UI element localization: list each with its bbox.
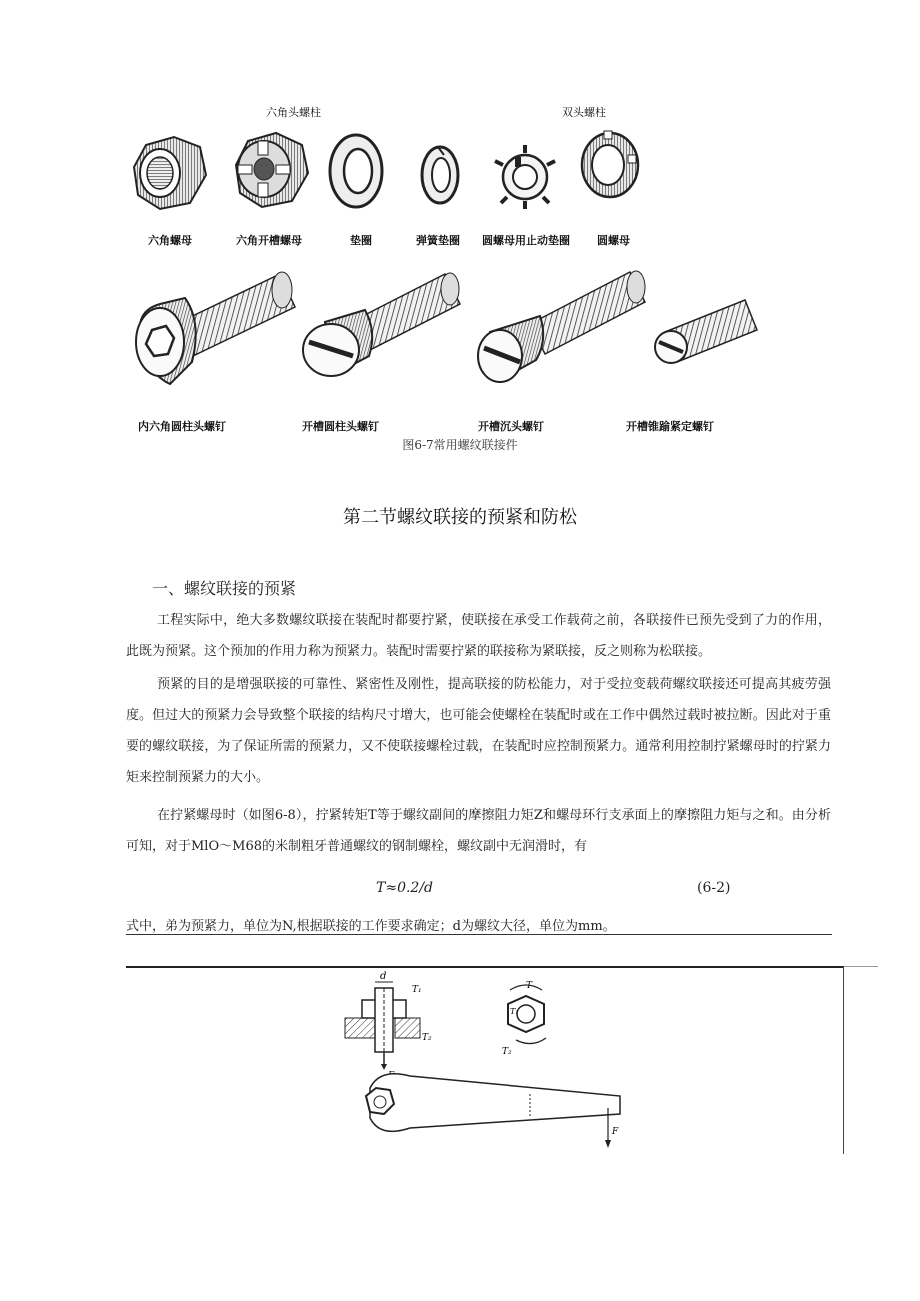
label-hex-nut: 六角螺母	[148, 234, 192, 247]
set-screw-drawing	[655, 300, 757, 363]
countersunk-screw-drawing	[478, 271, 645, 382]
label-t2: T₂	[422, 1033, 432, 1043]
label-d: d	[380, 971, 387, 982]
paragraph-3-text: 在拧紧螺母时（如图6-8），拧紧转矩T等于螺纹副间的摩擦阻力矩Z和螺母环行支承面上的摩擦阻力矩与之和。由分析可知，对于MlO～M68的米制粗牙普通螺纹的钢制螺栓，螺纹副中无润滑时，有	[126, 808, 831, 854]
table-right-rule	[843, 966, 844, 1154]
label-f: F	[612, 1127, 619, 1137]
label-castle-nut: 六角开槽螺母	[236, 234, 302, 247]
label-countersunk-screw: 开槽沉头螺钉	[478, 420, 544, 433]
divider	[126, 934, 832, 935]
equation-number: (6-2)	[697, 880, 731, 896]
formula-expression: T≈0.2/d	[376, 880, 434, 896]
table-top-rule-ext	[844, 966, 878, 967]
slotted-cheese-head-drawing	[303, 273, 460, 376]
paragraph-3	[126, 800, 831, 862]
castle-nut-drawing	[236, 133, 308, 207]
spring-washer-drawing	[422, 147, 458, 203]
socket-head-screw-drawing	[136, 272, 295, 384]
washer-drawing	[330, 135, 382, 207]
subsection-title: 一、螺纹联接的预紧	[152, 579, 297, 598]
label-set-screw: 开槽锥踰紧定螺钉	[626, 420, 714, 433]
figure-caption: 图6-7常用螺纹联接件	[402, 438, 518, 452]
paragraph-2-text: 预紧的目的是增强联接的可靠性、紧密性及刚性，提高联接的防松能力，对于受拉变载荷螺纹联接还可提高其疲劳强度。但过大的预紧力会导致整个联接的结构尺寸增大，也可能会使螺栓在装配时或在工作中偶然过载时被拉断。因此对于重要的螺纹联接，为了保证所需的预紧力，又不使联接螺栓过载，在装配时应控制预紧力。通常利用控制拧紧螺母时的拧紧力矩来控制预紧力的大小。	[126, 677, 831, 785]
label-hex-stud: 六角头螺柱	[266, 106, 321, 119]
label-t: T	[526, 981, 533, 991]
label-spring-washer: 弹簧垫圈	[416, 234, 460, 247]
label-slotted-cheese-head: 开槽圆柱头螺钉	[302, 420, 379, 433]
hex-nut-drawing	[134, 137, 206, 209]
paragraph-1-text: 工程实际中，绝大多数螺纹联接在装配时都要拧紧，使联接在承受工作载荷之前，各联接件已预先受到了力的作用，此既为预紧。这个预加的作用力称为预紧力。装配时需要拧紧的联接称为紧联接，反之则称为松联接。	[126, 613, 831, 659]
tab-washer-drawing	[495, 145, 555, 209]
label-t1-top: T₁	[510, 1007, 519, 1016]
label-socket-head-screw: 内六角圆柱头螺钉	[138, 420, 226, 433]
label-double-stud: 双头螺柱	[562, 106, 606, 119]
paragraph-2	[126, 669, 831, 793]
fastener-row2-illustration	[130, 252, 770, 412]
label-round-nut: 圆螺母	[597, 234, 630, 247]
section-title: 第二节螺纹联接的预紧和防松	[343, 507, 577, 528]
round-nut-drawing	[582, 131, 638, 197]
bolt-section-drawing	[345, 982, 420, 1070]
label-tab-washer: 圆螺母用止动垫圈	[482, 234, 570, 247]
label-washer: 垫圈	[350, 234, 372, 247]
wrench-drawing	[366, 1074, 620, 1148]
formula	[376, 880, 433, 896]
formula-note: 式中，弟为预紧力，单位为N,根据联接的工作要求确定；d为螺纹大径，单位为mm。	[126, 919, 616, 934]
fastener-row1-illustration	[128, 125, 648, 225]
figure-6-8-illustration	[340, 968, 640, 1158]
label-t1: T₁	[412, 985, 422, 995]
label-t2-top: T₂	[502, 1047, 512, 1057]
paragraph-1	[126, 605, 831, 667]
